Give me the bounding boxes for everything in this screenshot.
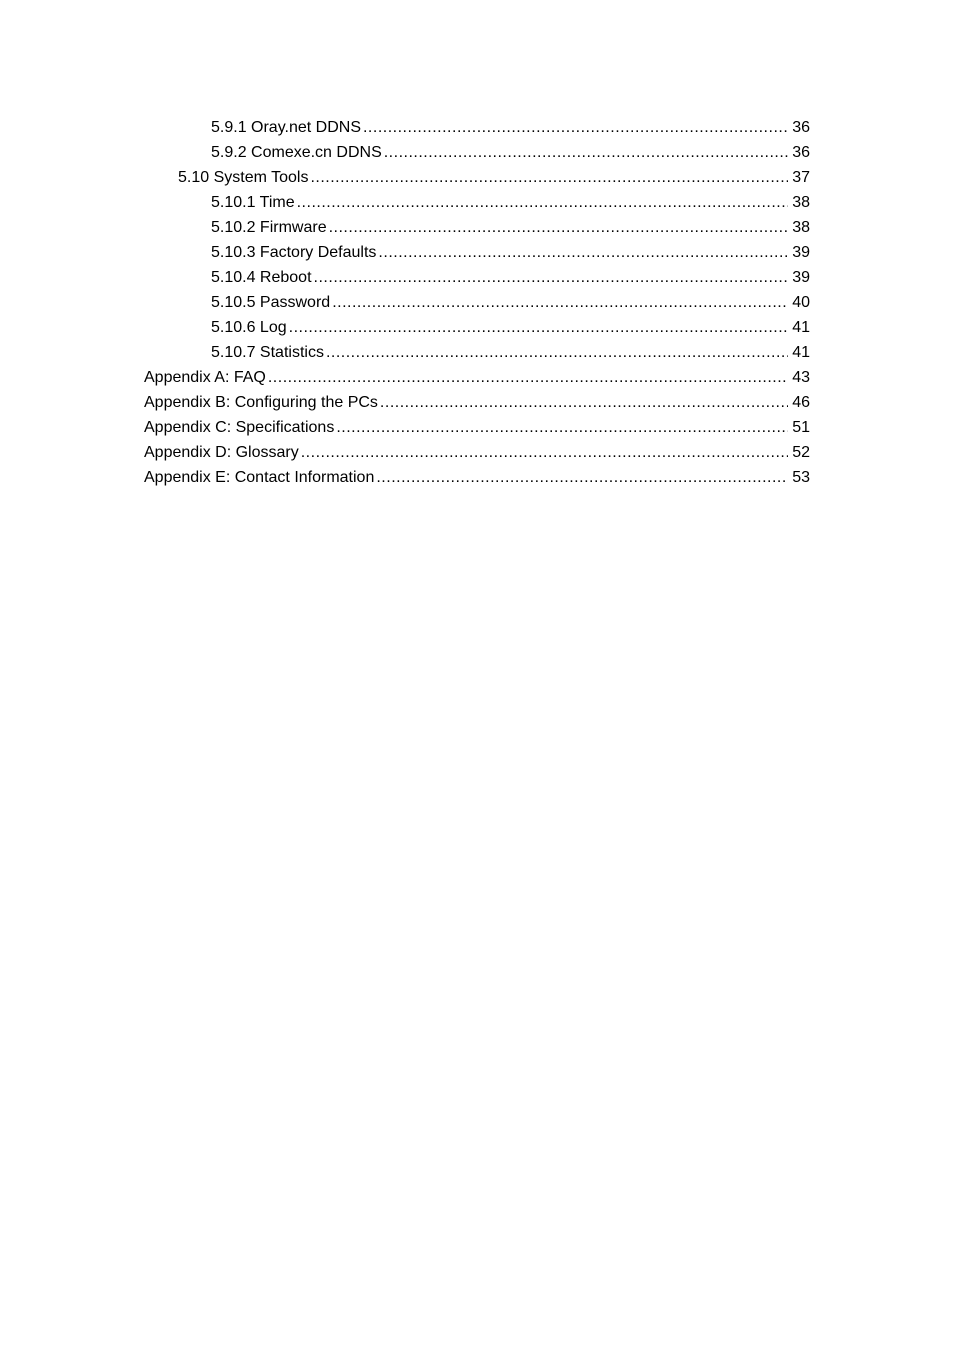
toc-entry[interactable] [144,317,810,342]
toc-entry-title: Appendix A: FAQ [144,369,266,386]
toc-entry-title: 5.9.2 Comexe.cn DDNS [211,144,382,161]
toc-entry[interactable] [144,217,810,242]
toc-entry[interactable] [144,442,810,467]
toc-entry-page: 38 [792,194,810,211]
toc-entry[interactable] [144,242,810,267]
toc-entry-title: 5.10 System Tools [178,169,309,186]
toc-entry-page: 41 [792,344,810,361]
toc-entry[interactable] [144,192,810,217]
toc-entry-title: 5.9.1 Oray.net DDNS [211,119,361,136]
toc-entry-title: 5.10.1 Time [211,194,295,211]
toc-entry[interactable] [144,117,810,142]
toc-entry-page: 43 [792,369,810,386]
toc-entry-page: 46 [792,394,810,411]
toc-leader-dots [297,192,789,214]
toc-entry-page: 52 [792,444,810,461]
toc-leader-dots [363,117,788,139]
toc-leader-dots [380,392,788,414]
toc-entry[interactable] [144,292,810,317]
toc-leader-dots [336,417,788,439]
toc-entry-page: 39 [792,269,810,286]
toc-entry-page: 39 [792,244,810,261]
toc-leader-dots [332,292,788,314]
toc-entry-title: 5.10.2 Firmware [211,219,327,236]
toc-leader-dots [268,367,788,389]
toc-entry-page: 51 [792,419,810,436]
toc-leader-dots [326,342,788,364]
toc-entry-title: Appendix E: Contact Information [144,469,375,486]
toc-entry-title: Appendix B: Configuring the PCs [144,394,378,411]
toc-entry-title: Appendix C: Specifications [144,419,335,436]
toc-leader-dots [301,442,788,464]
toc-entry-page: 36 [792,144,810,161]
toc-entry-page: 53 [792,469,810,486]
toc-entry[interactable] [144,467,810,492]
toc-entry-title: 5.10.3 Factory Defaults [211,244,377,261]
toc-entry-page: 37 [792,169,810,186]
toc-entry[interactable] [144,267,810,292]
toc-leader-dots [314,267,789,289]
toc-entry-page: 38 [792,219,810,236]
toc-entry-page: 41 [792,319,810,336]
toc-leader-dots [378,242,788,264]
toc-entry-page: 40 [792,294,810,311]
toc-entry-title: 5.10.5 Password [211,294,331,311]
toc-entry[interactable] [144,142,810,167]
toc-entry-page: 36 [792,119,810,136]
toc-entry-title: Appendix D: Glossary [144,444,299,461]
toc-entry-title: 5.10.7 Statistics [211,344,324,361]
toc-entry-title: 5.10.6 Log [211,319,287,336]
toc-entry[interactable] [144,392,810,417]
toc-leader-dots [310,167,788,189]
toc-leader-dots [289,317,789,339]
toc-entry[interactable] [144,167,810,192]
toc-leader-dots [329,217,789,239]
toc-entry-title: 5.10.4 Reboot [211,269,312,286]
toc-entry[interactable] [144,367,810,392]
table-of-contents [144,117,810,492]
toc-leader-dots [376,467,788,489]
toc-leader-dots [384,142,788,164]
toc-entry[interactable] [144,417,810,442]
toc-entry[interactable] [144,342,810,367]
